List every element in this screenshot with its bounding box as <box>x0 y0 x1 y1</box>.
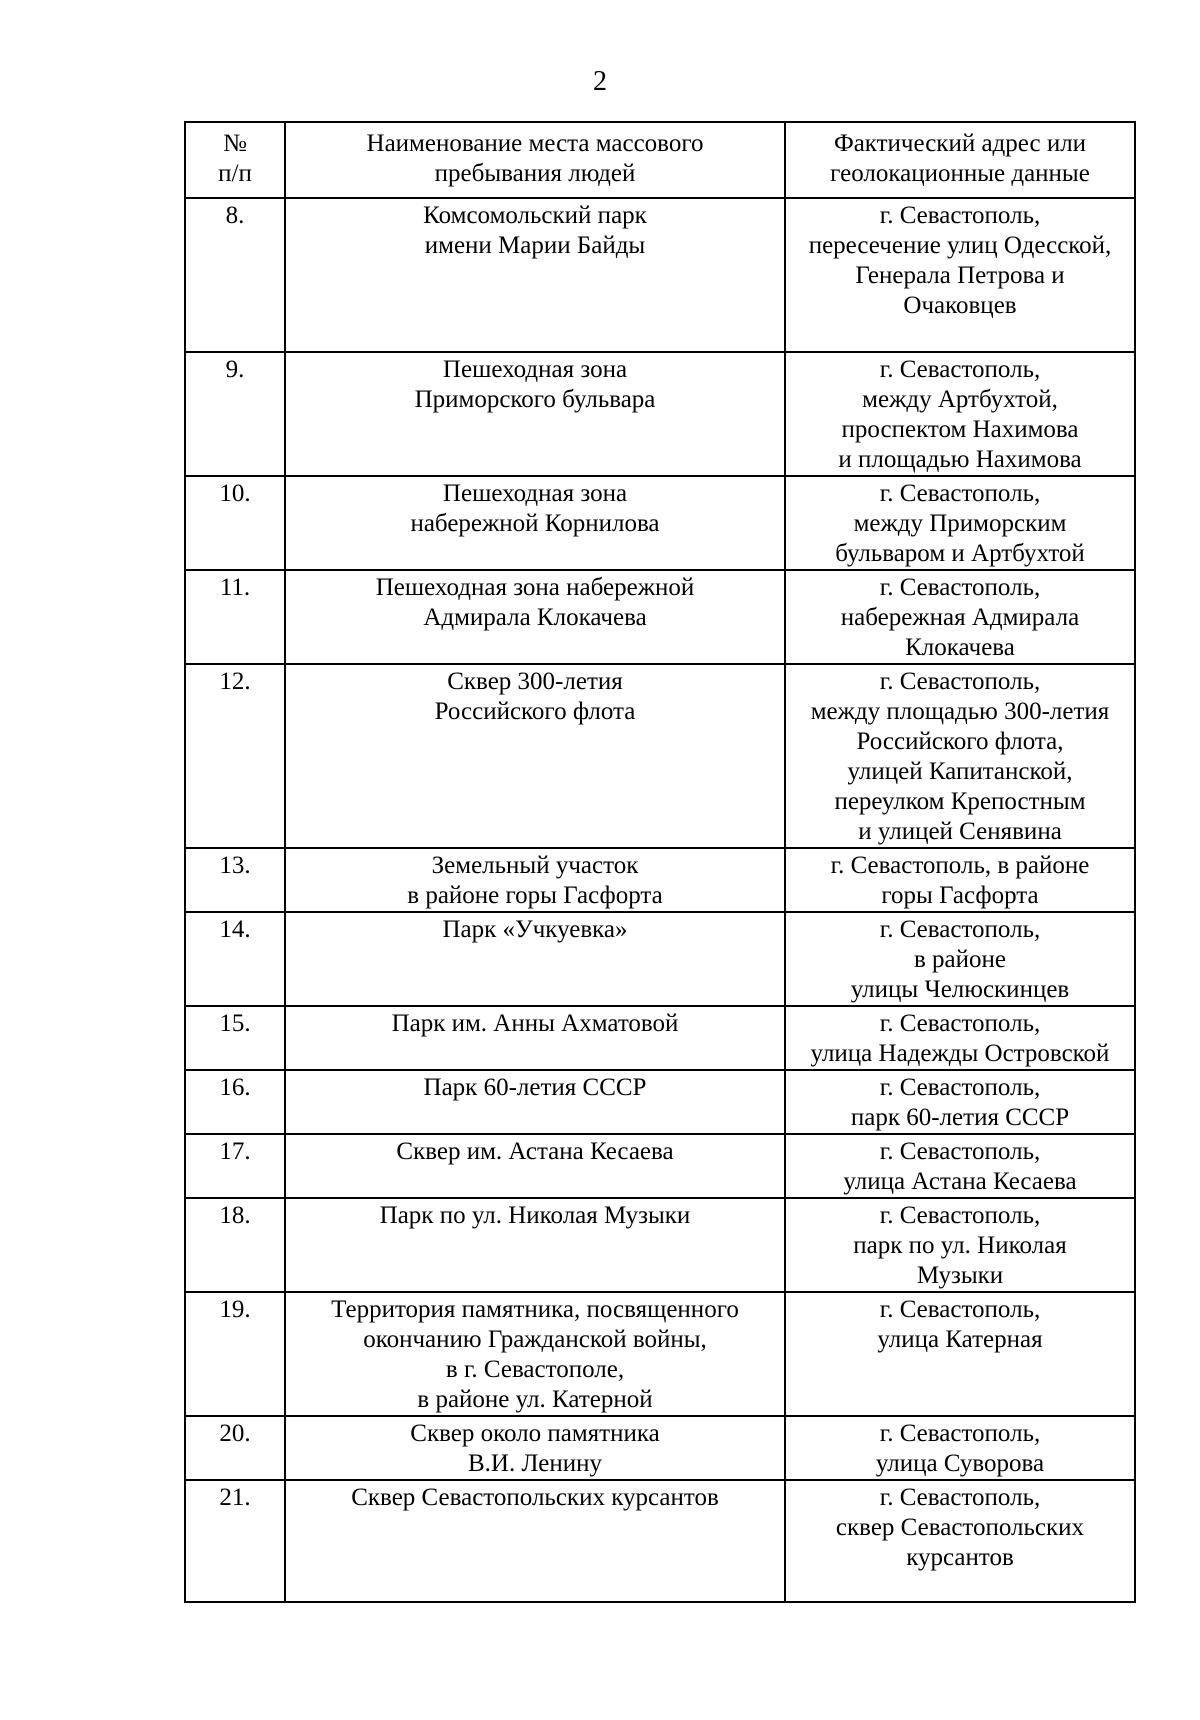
row-number: 12. <box>185 664 285 848</box>
table-row <box>185 476 1135 570</box>
row-number: 15. <box>185 1006 285 1070</box>
place-name: Сквер около памятника В.И. Ленину <box>285 1416 785 1480</box>
mass-gathering-places-table <box>184 121 1136 1603</box>
place-name: Территория памятника, посвященного окончанию Гражданской войны, в г. Севастополе, в районе ул. Катерной <box>285 1292 785 1416</box>
place-address: г. Севастополь, между Артбухтой, проспектом Нахимова и площадью Нахимова <box>785 352 1135 476</box>
row-number: 11. <box>185 570 285 664</box>
row-number: 14. <box>185 912 285 1006</box>
table-row <box>185 1006 1135 1070</box>
row-number: 20. <box>185 1416 285 1480</box>
table-row <box>185 1292 1135 1416</box>
place-address: г. Севастополь, улица Катерная <box>785 1292 1135 1416</box>
table-row <box>185 1134 1135 1198</box>
place-name: Сквер 300-летия Российского флота <box>285 664 785 848</box>
table-row <box>185 912 1135 1006</box>
row-number: 21. <box>185 1480 285 1602</box>
table-row <box>185 1416 1135 1480</box>
table-header-row <box>185 122 1135 198</box>
place-name: Сквер им. Астана Кесаева <box>285 1134 785 1198</box>
row-number: 13. <box>185 848 285 912</box>
place-name: Пешеходная зона Приморского бульвара <box>285 352 785 476</box>
place-address: г. Севастополь, пересечение улиц Одесской, Генерала Петрова и Очаковцев <box>785 198 1135 352</box>
place-name: Земельный участок в районе горы Гасфорта <box>285 848 785 912</box>
place-address: г. Севастополь, парк 60-летия СССР <box>785 1070 1135 1134</box>
row-number: 17. <box>185 1134 285 1198</box>
place-address: г. Севастополь, между Приморским бульваром и Артбухтой <box>785 476 1135 570</box>
table-row <box>185 664 1135 848</box>
place-name: Пешеходная зона набережной Корнилова <box>285 476 785 570</box>
place-address: г. Севастополь, в районе улицы Челюскинцев <box>785 912 1135 1006</box>
table-row <box>185 1480 1135 1602</box>
row-number: 9. <box>185 352 285 476</box>
place-name: Парк по ул. Николая Музыки <box>285 1198 785 1292</box>
place-address: г. Севастополь, сквер Севастопольских курсантов <box>785 1480 1135 1602</box>
table-row <box>185 1198 1135 1292</box>
table-row <box>185 570 1135 664</box>
place-name: Сквер Севастопольских курсантов <box>285 1480 785 1602</box>
row-number: 8. <box>185 198 285 352</box>
table-row <box>185 198 1135 352</box>
place-address: г. Севастополь, между площадью 300-летия Российского флота, улицей Капитанской, переулком Крепостным и улицей Сенявина <box>785 664 1135 848</box>
place-address: г. Севастополь, улица Надежды Островской <box>785 1006 1135 1070</box>
table-row <box>185 848 1135 912</box>
place-address: г. Севастополь, в районе горы Гасфорта <box>785 848 1135 912</box>
row-number: 10. <box>185 476 285 570</box>
place-address: г. Севастополь, набережная Адмирала Клокачева <box>785 570 1135 664</box>
place-name: Парк «Учкуевка» <box>285 912 785 1006</box>
table-row <box>185 352 1135 476</box>
table-row <box>185 1070 1135 1134</box>
place-address: г. Севастополь, улица Суворова <box>785 1416 1135 1480</box>
row-number: 18. <box>185 1198 285 1292</box>
header-place-name: Наименование места массового пребывания людей <box>285 122 785 198</box>
place-name: Парк 60-летия СССР <box>285 1070 785 1134</box>
place-address: г. Севастополь, парк по ул. Николая Музыки <box>785 1198 1135 1292</box>
row-number: 16. <box>185 1070 285 1134</box>
header-address: Фактический адрес или геолокационные данные <box>785 122 1135 198</box>
header-number: № п/п <box>185 122 285 198</box>
place-name: Пешеходная зона набережной Адмирала Клокачева <box>285 570 785 664</box>
place-address: г. Севастополь, улица Астана Кесаева <box>785 1134 1135 1198</box>
page-number: 2 <box>593 66 607 97</box>
place-name: Комсомольский парк имени Марии Байды <box>285 198 785 352</box>
place-name: Парк им. Анны Ахматовой <box>285 1006 785 1070</box>
row-number: 19. <box>185 1292 285 1416</box>
